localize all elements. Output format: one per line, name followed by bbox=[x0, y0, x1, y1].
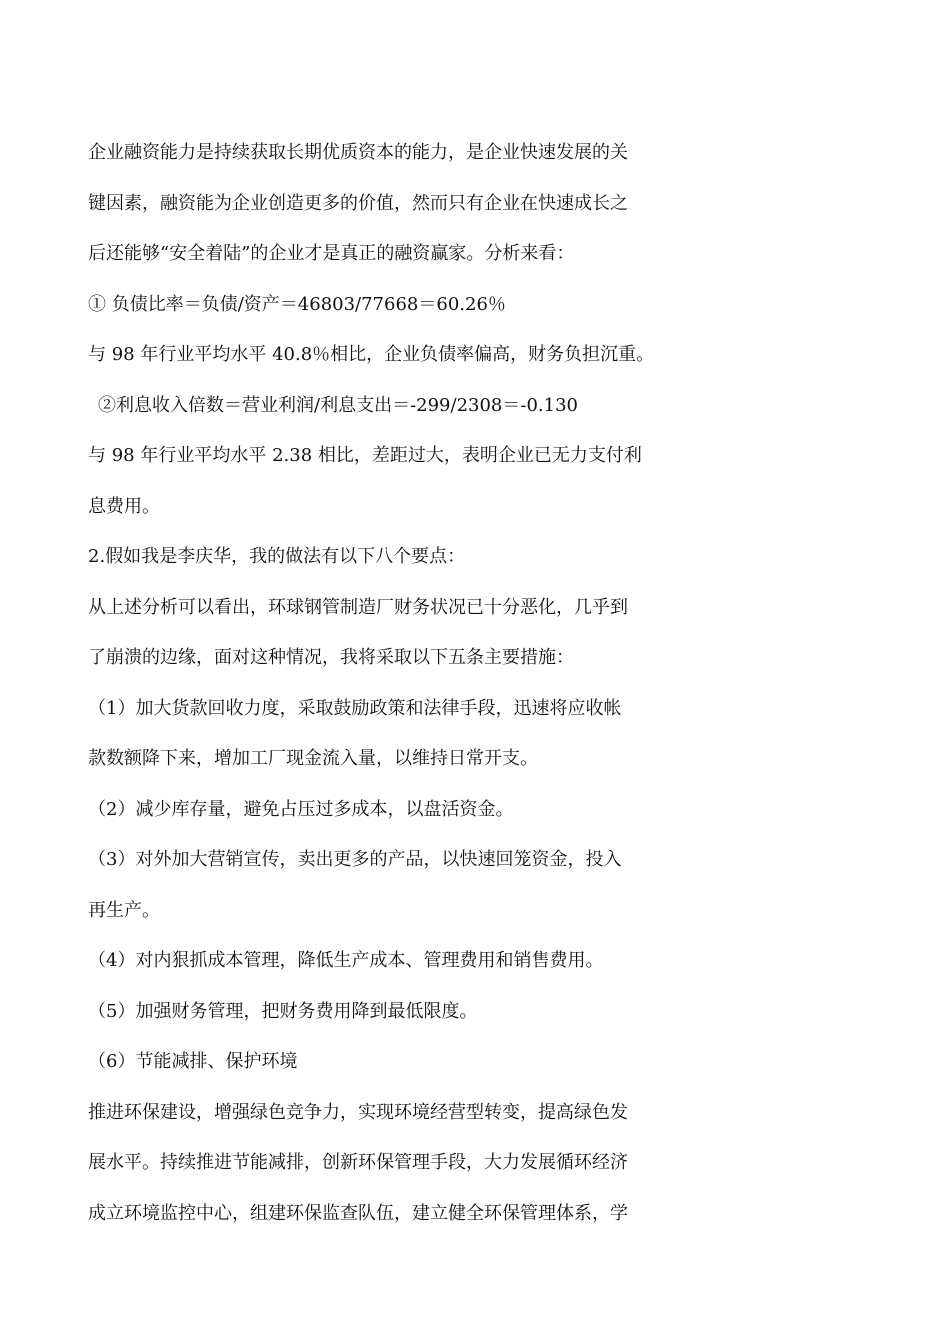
paragraph-line: 推进环保建设，增强绿色竞争力，实现环境经营型转变，提高绿色发 bbox=[88, 1101, 628, 1123]
paragraph-line: 从上述分析可以看出，环球钢管制造厂财务状况已十分恶化，几乎到 bbox=[88, 596, 628, 618]
list-item: （6）节能减排、保护环境 bbox=[88, 1051, 298, 1072]
document-body bbox=[88, 128, 878, 1239]
list-item: （1）加大货款回收力度，采取鼓励政策和法律手段，迅速将应收帐 bbox=[88, 697, 622, 719]
paragraph-line: 了崩溃的边缘，面对这种情况，我将采取以下五条主要措施： bbox=[88, 647, 574, 668]
paragraph-line: 企业融资能力是持续获取长期优质资本的能力，是企业快速发展的关 bbox=[88, 142, 628, 163]
list-item: （4）对内狠抓成本管理，降低生产成本、管理费用和销售费用。 bbox=[88, 950, 604, 971]
paragraph-line: 与 98 年行业平均水平 2.38 相比，差距过大，表明企业已无力支付利 bbox=[88, 445, 642, 466]
paragraph-line: 后还能够“安全着陆”的企业才是真正的融资赢家。分析来看： bbox=[88, 243, 575, 264]
paragraph-line: 息费用。 bbox=[88, 495, 160, 517]
list-item: （3）对外加大营销宣传，卖出更多的产品，以快速回笼资金，投入 bbox=[88, 849, 622, 870]
list-item: （5）加强财务管理，把财务费用降到最低限度。 bbox=[88, 1000, 478, 1022]
formula-line: ① 负债比率＝负债/资产＝46803/77668＝60.26％ bbox=[88, 293, 506, 315]
section-heading: 2.假如我是李庆华，我的做法有以下八个要点： bbox=[88, 546, 466, 567]
list-item-continuation: 再生产。 bbox=[88, 899, 160, 921]
list-item: （2）减少库存量，避免占压过多成本，以盘活资金。 bbox=[88, 798, 514, 820]
list-item-continuation: 款数额降下来，增加工厂现金流入量，以维持日常开支。 bbox=[88, 748, 538, 769]
paragraph-line: 成立环境监控中心，组建环保监查队伍，建立健全环保管理体系，学 bbox=[88, 1202, 628, 1224]
paragraph-line: 键因素，融资能为企业创造更多的价值，然而只有企业在快速成长之 bbox=[88, 192, 628, 214]
paragraph-line: 与 98 年行业平均水平 40.8％相比，企业负债率偏高，财务负担沉重。 bbox=[88, 344, 655, 365]
formula-line: ②利息收入倍数＝营业利润/利息支出＝-299/2308＝-0.130 bbox=[98, 394, 578, 416]
paragraph-line: 展水平。持续推进节能减排，创新环保管理手段，大力发展循环经济 bbox=[88, 1152, 628, 1173]
